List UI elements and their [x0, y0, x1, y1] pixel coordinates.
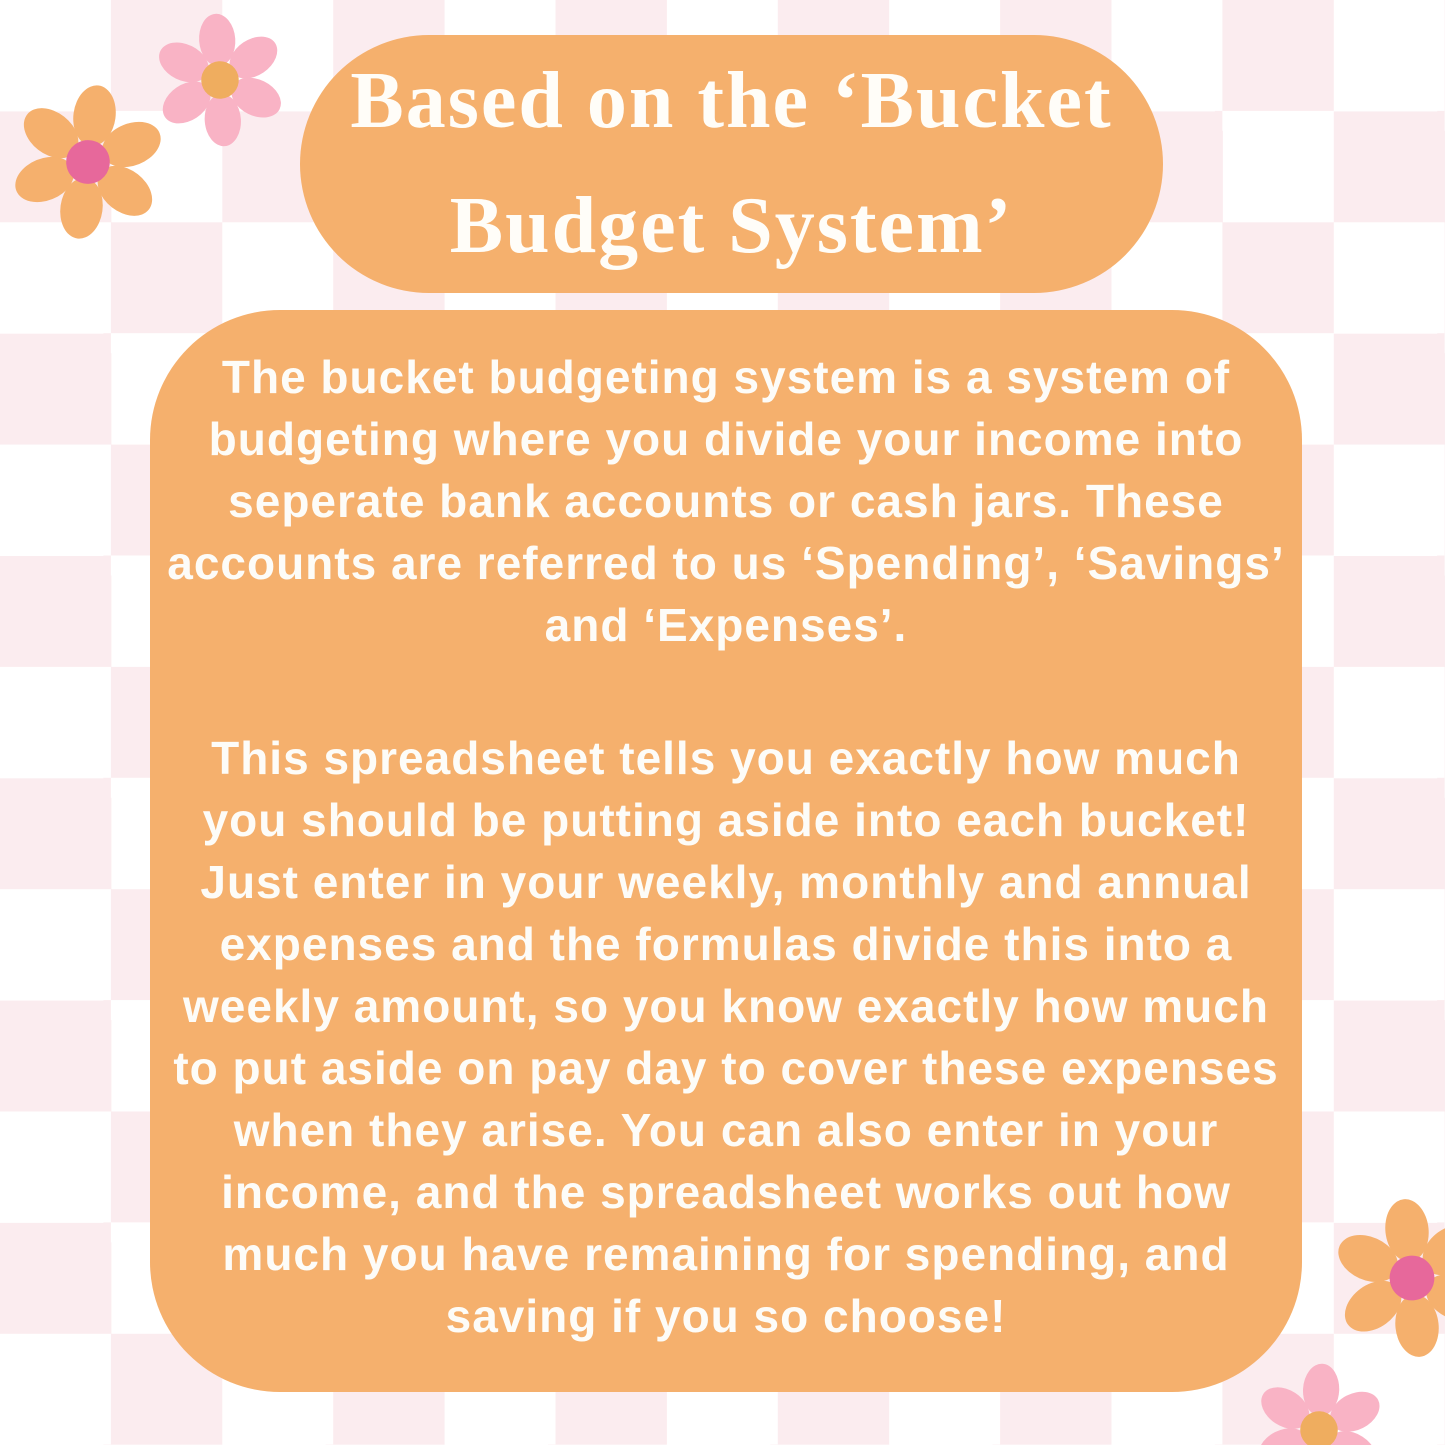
paragraph-1	[150, 346, 1302, 656]
body-text-line: and ‘Expenses’.	[544, 599, 908, 651]
description-card	[150, 310, 1302, 1392]
body-text-line: budgeting where you divide your income into	[208, 413, 1244, 465]
daisy-flower-icon	[0, 74, 176, 250]
daisy-flower-icon	[1324, 1190, 1445, 1366]
body-text-line: to put aside on pay day to cover these expenses	[173, 1042, 1279, 1094]
body-text-line: The bucket budgeting system is a system of	[221, 351, 1231, 403]
page-title-line-1: Based on the ‘Bucket	[350, 57, 1113, 145]
title-banner	[300, 35, 1163, 293]
body-text-line: income, and the spreadsheet works out how	[221, 1166, 1231, 1218]
body-text-line: much you have remaining for spending, and	[222, 1228, 1230, 1280]
daisy-flower-icon	[148, 8, 291, 151]
body-text-line: weekly amount, so you know exactly how much	[183, 980, 1269, 1032]
body-text-line: This spreadsheet tells you exactly how much	[211, 732, 1241, 784]
daisy-flower-icon	[1249, 1360, 1390, 1445]
body-text-line: you should be putting aside into each bucket!	[202, 794, 1250, 846]
body-text-line: saving if you so choose!	[445, 1290, 1007, 1342]
paragraph-2	[150, 727, 1302, 1347]
body-text-line: seperate bank accounts or cash jars. These	[228, 475, 1224, 527]
body-text-line: accounts are referred to us ‘Spending’, ‘Savings’	[167, 537, 1285, 589]
body-text-line: when they arise. You can also enter in your	[233, 1104, 1219, 1156]
body-text-line: expenses and the formulas divide this into a	[219, 918, 1233, 970]
body-text-line: Just enter in your weekly, monthly and annual	[200, 856, 1252, 908]
page-title-line-2: Budget System’	[449, 182, 1014, 270]
